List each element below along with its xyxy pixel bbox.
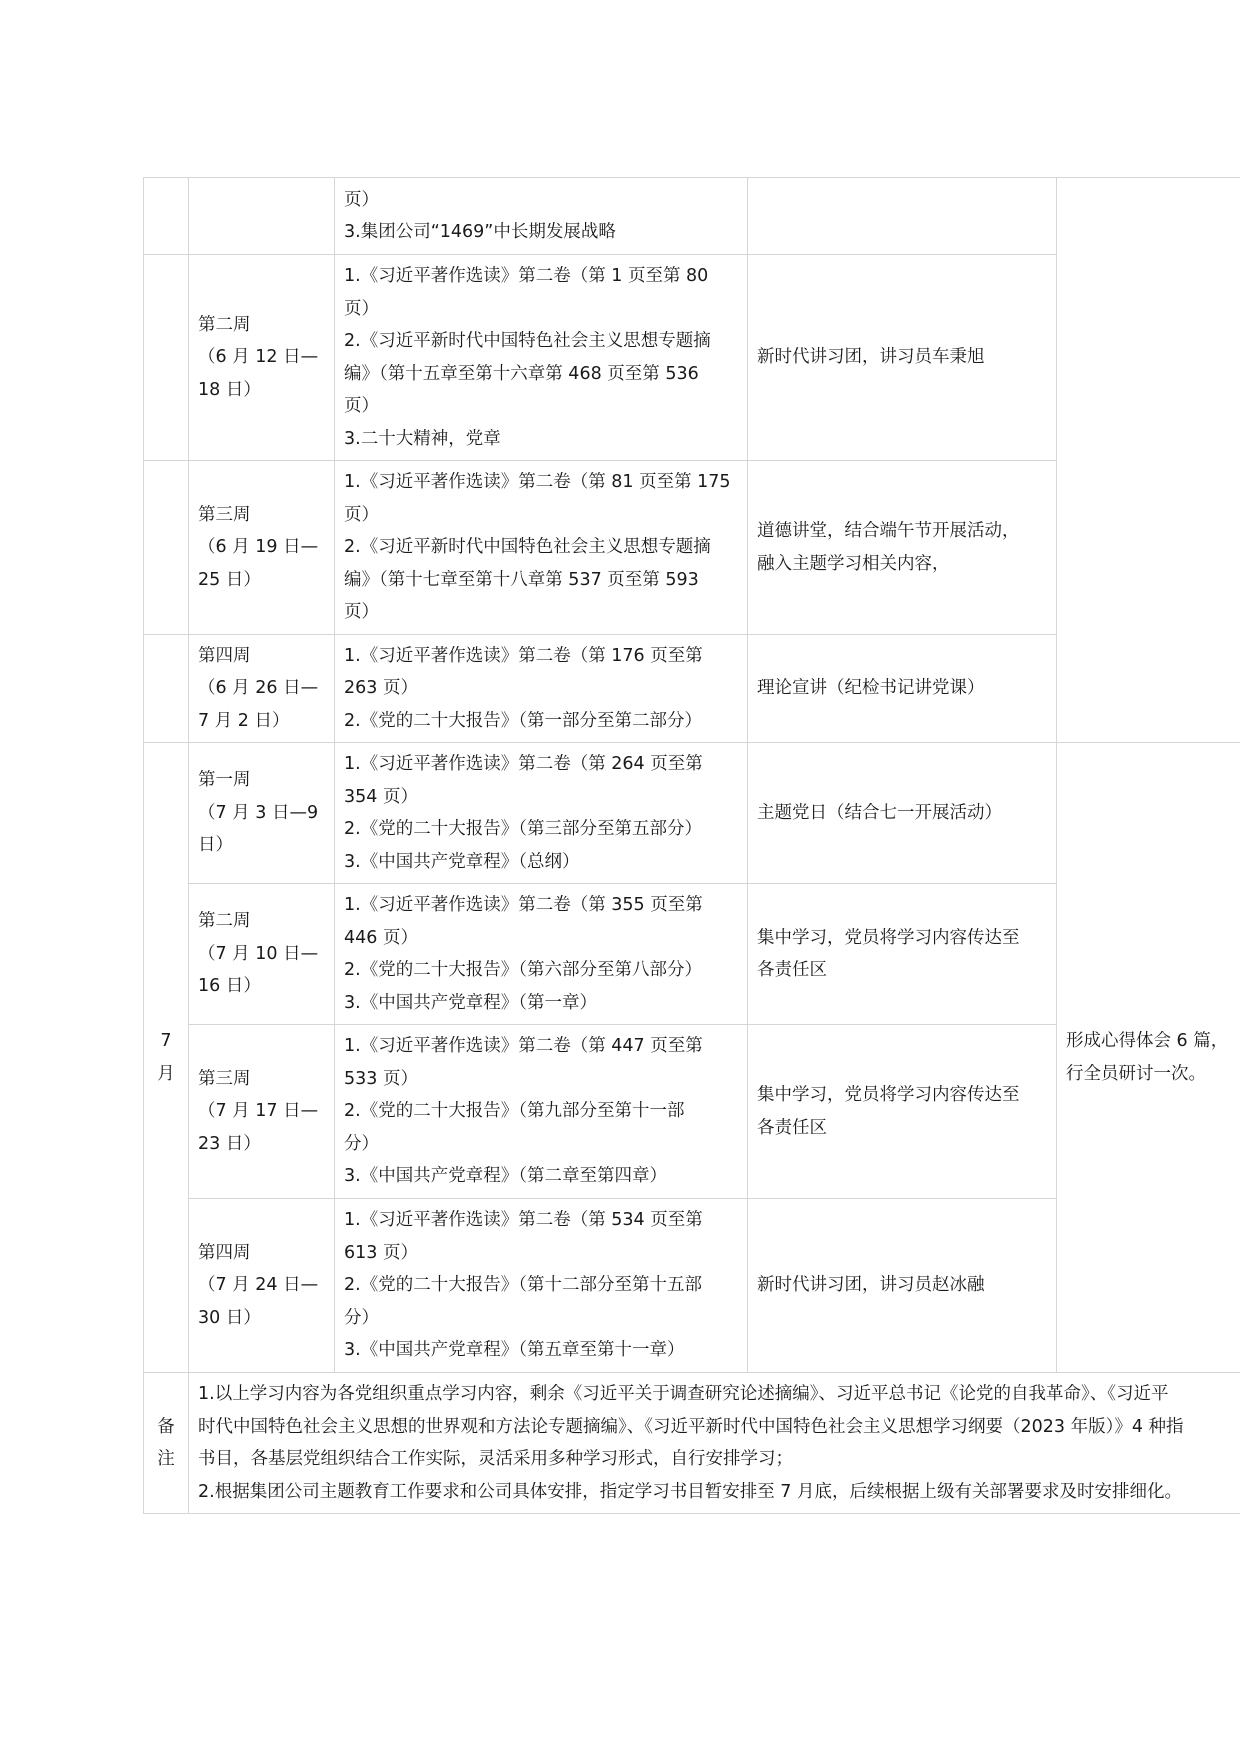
content-line: 3.二十大精神，党章 [344, 428, 501, 449]
outcome-cell [1057, 178, 1240, 743]
month-cell [144, 461, 189, 635]
week-line: （6 月 19 日— [198, 537, 319, 558]
notes-line: 书目，各基层党组织结合工作实际，灵活采用多种学习形式，自行安排学习； [198, 1449, 793, 1469]
content-cell [335, 178, 748, 255]
content-line: 分） [344, 1133, 379, 1154]
content-line: 1.《习近平著作选读》第二卷（第 534 页至第 [344, 1210, 703, 1231]
week-line: 第三周 [198, 504, 251, 525]
week-line: 第二周 [198, 911, 251, 932]
study-schedule-table [143, 177, 1240, 1514]
month-line: 7 [160, 1031, 172, 1051]
notes-content-cell [189, 1373, 1240, 1514]
notes-label-line: 注 [157, 1449, 175, 1469]
content-line: 1.《习近平著作选读》第二卷（第 176 页至第 [344, 645, 703, 666]
outcome-line: 形成心得体会 6 篇， [1066, 1031, 1229, 1051]
week-cell [189, 178, 335, 255]
week-line: 第四周 [198, 1242, 251, 1263]
week-cell [189, 255, 335, 461]
activity-line: 理论宣讲（纪检书记讲党课） [757, 678, 985, 699]
month-cell [144, 743, 189, 1373]
activity-cell [748, 635, 1057, 743]
content-cell [335, 743, 748, 884]
week-cell [189, 461, 335, 635]
content-cell [335, 1199, 748, 1373]
week-line: 18 日） [198, 379, 261, 400]
content-line: 页） [344, 602, 379, 623]
activity-cell [748, 884, 1057, 1025]
activity-cell [748, 178, 1057, 255]
content-line: 3.集团公司“1469”中长期发展战略 [344, 222, 616, 242]
notes-line: 2.根据集团公司主题教育工作要求和公司具体安排，指定学习书目暂安排至 7 月底，后续根据上级有关部署要求及时安排细化。 [198, 1481, 1182, 1502]
week-line: 第三周 [198, 1068, 251, 1089]
content-line: 编》（第十五章至第十六章第 468 页至第 536 [344, 363, 699, 384]
month-cell [144, 255, 189, 461]
content-line: 2.《习近平新时代中国特色社会主义思想专题摘 [344, 537, 711, 558]
week-line: （7 月 10 日— [198, 943, 319, 964]
activity-line: 集中学习，党员将学习内容传达至 [757, 927, 1020, 948]
content-line: 页） [344, 396, 379, 416]
activity-cell [748, 1025, 1057, 1199]
week-line: 第四周 [198, 645, 251, 666]
week-line: （6 月 26 日— [198, 678, 319, 699]
activity-cell [748, 1199, 1057, 1373]
content-line: 354 页） [344, 786, 418, 807]
week-line: （7 月 24 日— [198, 1275, 319, 1296]
activity-cell [748, 255, 1057, 461]
month-cell [144, 178, 189, 255]
content-line: 1.《习近平著作选读》第二卷（第 1 页至第 80 [344, 266, 709, 286]
week-line: （6 月 12 日— [198, 347, 319, 368]
week-line: 23 日） [198, 1133, 261, 1154]
content-line: 分） [344, 1307, 379, 1328]
schedule-row [144, 178, 1240, 255]
content-line: 263 页） [344, 678, 418, 699]
week-cell [189, 1025, 335, 1199]
week-cell [189, 884, 335, 1025]
month-line: 月 [157, 1063, 175, 1084]
content-line: 446 页） [344, 927, 418, 948]
activity-line: 新时代讲习团，讲习员车秉旭 [757, 347, 985, 368]
outcome-line: 行全员研讨一次。 [1066, 1063, 1206, 1084]
content-line: 3.《中国共产党章程》（第一章） [344, 992, 597, 1013]
content-line: 页） [344, 504, 379, 525]
content-line: 页） [344, 189, 379, 210]
week-line: 第一周 [198, 770, 251, 791]
notes-line: 1.以上学习内容为各党组织重点学习内容，剩余《习近平关于调查研究论述摘编》、习近平总书记《论党的自我革命》、《习近平 [198, 1384, 1169, 1404]
content-line: 3.《中国共产党章程》（第五章至第十一章） [344, 1340, 685, 1361]
content-line: 2.《习近平新时代中国特色社会主义思想专题摘 [344, 331, 711, 351]
week-line: 7 月 2 日） [198, 710, 290, 731]
notes-line: 时代中国特色社会主义思想的世界观和方法论专题摘编》、《习近平新时代中国特色社会主义思想学习纲要（2023 年版）》4 种指 [198, 1416, 1184, 1437]
content-cell [335, 635, 748, 743]
week-cell [189, 635, 335, 743]
content-line: 2.《党的二十大报告》（第三部分至第五部分） [344, 819, 702, 839]
content-line: 533 页） [344, 1068, 418, 1089]
week-line: 日） [198, 835, 233, 856]
content-line: 2.《党的二十大报告》（第十二部分至第十五部 [344, 1275, 702, 1296]
activity-cell [748, 743, 1057, 884]
week-line: 16 日） [198, 976, 261, 997]
content-cell [335, 255, 748, 461]
content-line: 2.《党的二十大报告》（第六部分至第八部分） [344, 960, 702, 980]
activity-line: 道德讲堂，结合端午节开展活动， [757, 521, 1020, 541]
activity-line: 主题党日（结合七一开展活动） [757, 802, 1002, 823]
activity-line: 融入主题学习相关内容， [757, 553, 950, 574]
content-line: 613 页） [344, 1242, 418, 1263]
notes-row [144, 1373, 1240, 1514]
activity-line: 新时代讲习团，讲习员赵冰融 [757, 1275, 985, 1296]
content-line: 1.《习近平著作选读》第二卷（第 447 页至第 [344, 1036, 703, 1057]
week-line: 第二周 [198, 314, 251, 335]
outcome-cell [1057, 743, 1240, 1373]
week-cell [189, 1199, 335, 1373]
content-line: 2.《党的二十大报告》（第九部分至第十一部 [344, 1101, 685, 1122]
schedule-row [144, 743, 1240, 884]
content-line: 1.《习近平著作选读》第二卷（第 264 页至第 [344, 754, 703, 774]
content-cell [335, 884, 748, 1025]
content-line: 3.《中国共产党章程》（总纲） [344, 851, 580, 872]
content-line: 2.《党的二十大报告》（第一部分至第二部分） [344, 710, 702, 731]
activity-line: 各责任区 [757, 960, 827, 980]
month-cell [144, 635, 189, 743]
activity-line: 各责任区 [757, 1117, 827, 1138]
notes-label-line: 备 [157, 1416, 175, 1437]
week-line: （7 月 17 日— [198, 1101, 319, 1122]
week-line: 30 日） [198, 1307, 261, 1328]
content-line: 页） [344, 298, 379, 319]
content-cell [335, 461, 748, 635]
content-line: 编》（第十七章至第十八章第 537 页至第 593 [344, 569, 699, 590]
content-cell [335, 1025, 748, 1199]
week-cell [189, 743, 335, 884]
activity-cell [748, 461, 1057, 635]
content-line: 1.《习近平著作选读》第二卷（第 355 页至第 [344, 895, 703, 915]
week-line: （7 月 3 日—9 [198, 802, 319, 823]
notes-label-cell [144, 1373, 189, 1514]
content-line: 3.《中国共产党章程》（第二章至第四章） [344, 1166, 667, 1187]
week-line: 25 日） [198, 569, 261, 590]
activity-line: 集中学习，党员将学习内容传达至 [757, 1085, 1020, 1105]
content-line: 1.《习近平著作选读》第二卷（第 81 页至第 175 [344, 472, 731, 493]
